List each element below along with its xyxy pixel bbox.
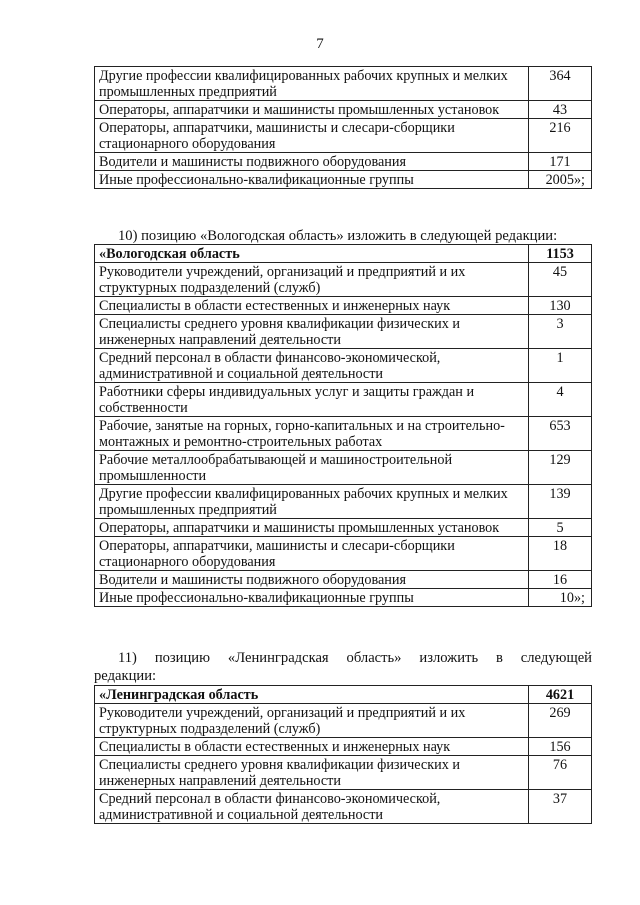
- category-cell: Средний персонал в области финансово-экономической, административной и социальной деятельности: [95, 790, 529, 824]
- value-cell: 139: [529, 485, 592, 519]
- category-cell: Водители и машинисты подвижного оборудования: [95, 153, 529, 171]
- paragraph-11-line1: 11) позицию «Ленинградская область» изложить в следующей: [118, 650, 592, 666]
- value-cell: 1: [529, 349, 592, 383]
- table-row: [95, 417, 592, 451]
- category-cell: Операторы, аппаратчики и машинисты промышленных установок: [95, 519, 529, 537]
- value-cell: 653: [529, 417, 592, 451]
- value-cell: 130: [529, 297, 592, 315]
- table-row: [95, 704, 592, 738]
- page-number: 7: [316, 36, 324, 52]
- category-cell: Иные профессионально-квалификационные группы: [95, 589, 529, 607]
- value-cell: 129: [529, 451, 592, 485]
- table-row: [95, 589, 592, 607]
- table-row: [95, 519, 592, 537]
- region-header-row: [95, 245, 592, 263]
- category-cell: Рабочие металлообрабатывающей и машиностроительной промышленности: [95, 451, 529, 485]
- value-cell: 4621: [529, 686, 592, 704]
- value-cell: 3: [529, 315, 592, 349]
- value-cell: 43: [529, 101, 592, 119]
- value-cell: 10»;: [529, 589, 592, 607]
- value-cell: 76: [529, 756, 592, 790]
- table-row: [95, 349, 592, 383]
- paragraph-11-line2: редакции:: [94, 668, 157, 684]
- value-cell: 18: [529, 537, 592, 571]
- table-row: [95, 315, 592, 349]
- value-cell: 5: [529, 519, 592, 537]
- category-cell: Специалисты среднего уровня квалификации физических и инженерных направлений деятельности: [95, 756, 529, 790]
- category-cell: Другие профессии квалифицированных рабочих крупных и мелких промышленных предприятий: [95, 67, 529, 101]
- value-cell: 216: [529, 119, 592, 153]
- table-row: [95, 790, 592, 824]
- table-leningrad: [94, 685, 592, 824]
- table-row: [95, 119, 592, 153]
- value-cell: 16: [529, 571, 592, 589]
- paragraph-10: 10) позицию «Вологодская область» изложить в следующей редакции:: [118, 228, 558, 244]
- category-cell: Работники сферы индивидуальных услуг и защиты граждан и собственности: [95, 383, 529, 417]
- table-row: [95, 153, 592, 171]
- category-cell: Операторы, аппаратчики, машинисты и слесари-сборщики стационарного оборудования: [95, 537, 529, 571]
- category-cell: «Ленинградская область: [95, 686, 529, 704]
- value-cell: 364: [529, 67, 592, 101]
- table-row: [95, 451, 592, 485]
- value-cell: 171: [529, 153, 592, 171]
- category-cell: Водители и машинисты подвижного оборудования: [95, 571, 529, 589]
- value-cell: 2005»;: [529, 171, 592, 189]
- table-row: [95, 383, 592, 417]
- category-cell: Другие профессии квалифицированных рабочих крупных и мелких промышленных предприятий: [95, 485, 529, 519]
- table-row: [95, 537, 592, 571]
- value-cell: 4: [529, 383, 592, 417]
- value-cell: 269: [529, 704, 592, 738]
- table-row: [95, 67, 592, 101]
- value-cell: 45: [529, 263, 592, 297]
- table-row: [95, 263, 592, 297]
- category-cell: Специалисты среднего уровня квалификации физических и инженерных направлений деятельности: [95, 315, 529, 349]
- table-continuation: [94, 66, 592, 189]
- category-cell: Рабочие, занятые на горных, горно-капитальных и на строительно-монтажных и ремонтно-строительных работах: [95, 417, 529, 451]
- category-cell: Операторы, аппаратчики, машинисты и слесари-сборщики стационарного оборудования: [95, 119, 529, 153]
- category-cell: Специалисты в области естественных и инженерных наук: [95, 738, 529, 756]
- value-cell: 1153: [529, 245, 592, 263]
- category-cell: Операторы, аппаратчики и машинисты промышленных установок: [95, 101, 529, 119]
- table-row: [95, 171, 592, 189]
- table-row: [95, 485, 592, 519]
- category-cell: «Вологодская область: [95, 245, 529, 263]
- table-vologda: [94, 244, 592, 607]
- region-header-row: [95, 686, 592, 704]
- table-row: [95, 297, 592, 315]
- category-cell: Руководители учреждений, организаций и предприятий и их структурных подразделений (служб): [95, 704, 529, 738]
- table-row: [95, 101, 592, 119]
- category-cell: Специалисты в области естественных и инженерных наук: [95, 297, 529, 315]
- value-cell: 37: [529, 790, 592, 824]
- table-row: [95, 738, 592, 756]
- table-row: [95, 756, 592, 790]
- value-cell: 156: [529, 738, 592, 756]
- table-row: [95, 571, 592, 589]
- category-cell: Средний персонал в области финансово-экономической, административной и социальной деятельности: [95, 349, 529, 383]
- category-cell: Иные профессионально-квалификационные группы: [95, 171, 529, 189]
- category-cell: Руководители учреждений, организаций и предприятий и их структурных подразделений (служб): [95, 263, 529, 297]
